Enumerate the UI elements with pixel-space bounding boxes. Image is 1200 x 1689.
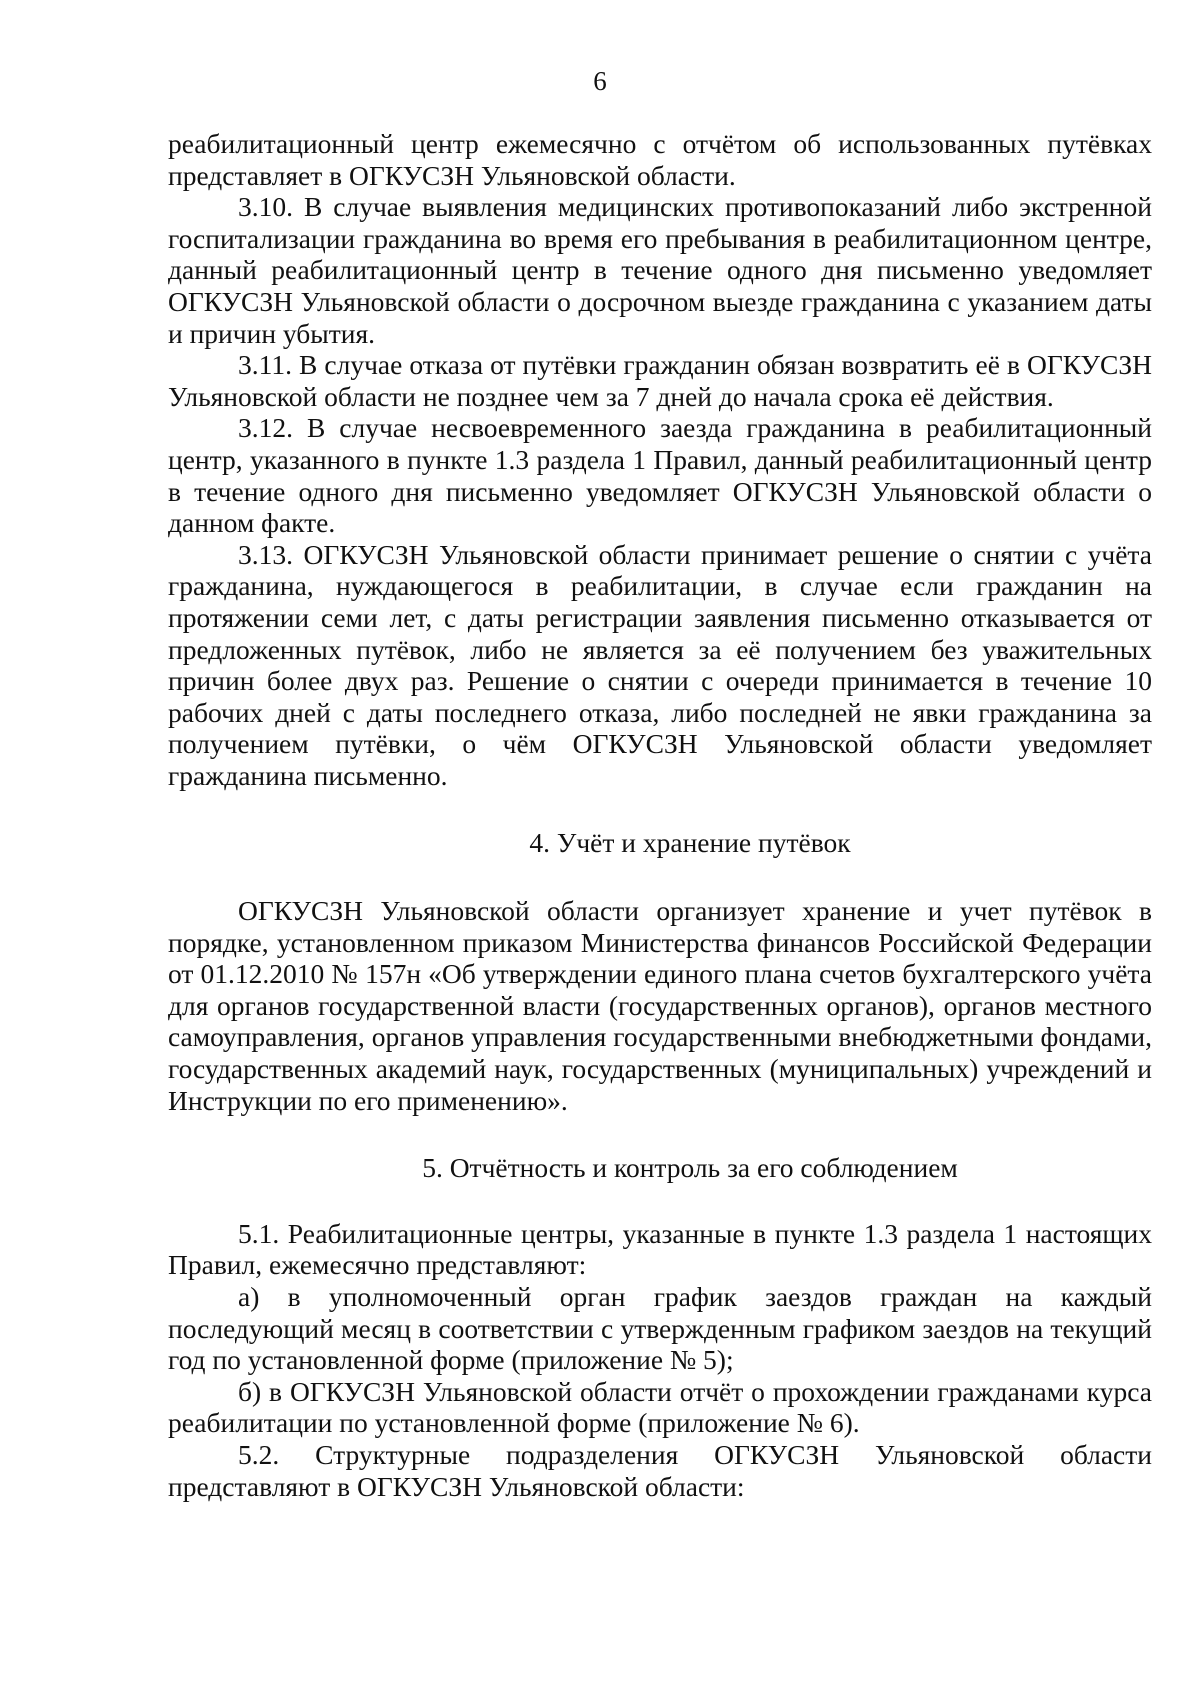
paragraph-5-2: 5.2. Структурные подразделения ОГКУСЗН Ульяновской области представляют в ОГКУСЗН Ульяновской области: bbox=[168, 1438, 1152, 1502]
page-number: 6 bbox=[593, 66, 607, 96]
paragraph-3-11: 3.11. В случае отказа от путёвки гражданин обязан возвратить её в ОГКУСЗН Ульяновской области не позднее чем за 7 дней до начала срока её действия. bbox=[168, 349, 1152, 412]
paragraph-3-10: 3.10. В случае выявления медицинских противопоказаний либо экстренной госпитализации гражданина во время его пребывания в реабилитационном центре, данный реабилитационный центр в течение одного дня письменно уведомляет ОГКУСЗН Ульяновской области о досрочном выезде гражданина с указанием даты и причин убытия. bbox=[168, 191, 1152, 349]
document-body bbox=[168, 128, 1152, 1502]
section-4-heading: 4. Учёт и хранение путёвок bbox=[529, 827, 851, 859]
paragraph-3-12: 3.12. В случае несвоевременного заезда гражданина в реабилитационный центр, указанного в пункте 1.3 раздела 1 Правил, данный реабилитационный центр в течение одного дня письменно уведомляет ОГКУСЗН Ульяновской области о данном факте. bbox=[168, 412, 1152, 539]
paragraph-5-1-a: а) в уполномоченный орган график заездов граждан на каждый последующий месяц в соответствии с утвержденным графиком заездов на текущий год по установленной форме (приложение № 5); bbox=[168, 1281, 1152, 1376]
paragraph-continuation: реабилитационный центр ежемесячно с отчётом об использованных путёвках представляет в ОГКУСЗН Ульяновской области. bbox=[168, 128, 1152, 191]
section-5-heading: 5. Отчётность и контроль за его соблюдением bbox=[422, 1152, 958, 1184]
paragraph-5-1: 5.1. Реабилитационные центры, указанные в пункте 1.3 раздела 1 настоящих Правил, ежемесячно представляют: bbox=[168, 1217, 1152, 1281]
paragraph-5-1-b: б) в ОГКУСЗН Ульяновской области отчёт о прохождении гражданами курса реабилитации по установленной форме (приложение № 6). bbox=[168, 1375, 1152, 1439]
section-4-paragraph: ОГКУСЗН Ульяновской области организует хранение и учет путёвок в порядке, установленном приказом Министерства финансов Российской Федерации от 01.12.2010 № 157н «Об утверждении единого плана счетов бухгалтерского учёта для органов государственной власти (государственных органов), органов местного самоуправления, органов управления государственными внебюджетными фондами, государственных академий наук, государственных (муниципальных) учреждений и Инструкции по его применению». bbox=[168, 895, 1152, 1116]
paragraph-3-13: 3.13. ОГКУСЗН Ульяновской области принимает решение о снятии с учёта гражданина, нуждающегося в реабилитации, в случае если гражданин на протяжении семи лет, с даты регистрации заявления письменно отказывается от предложенных путёвок, либо не является за её получением без уважительных причин более двух раз. Решение о снятии с очереди принимается в течение 10 рабочих дней с даты последнего отказа, либо последней не явки гражданина за получением путёвки, о чём ОГКУСЗН Ульяновской области уведомляет гражданина письменно. bbox=[168, 538, 1152, 791]
